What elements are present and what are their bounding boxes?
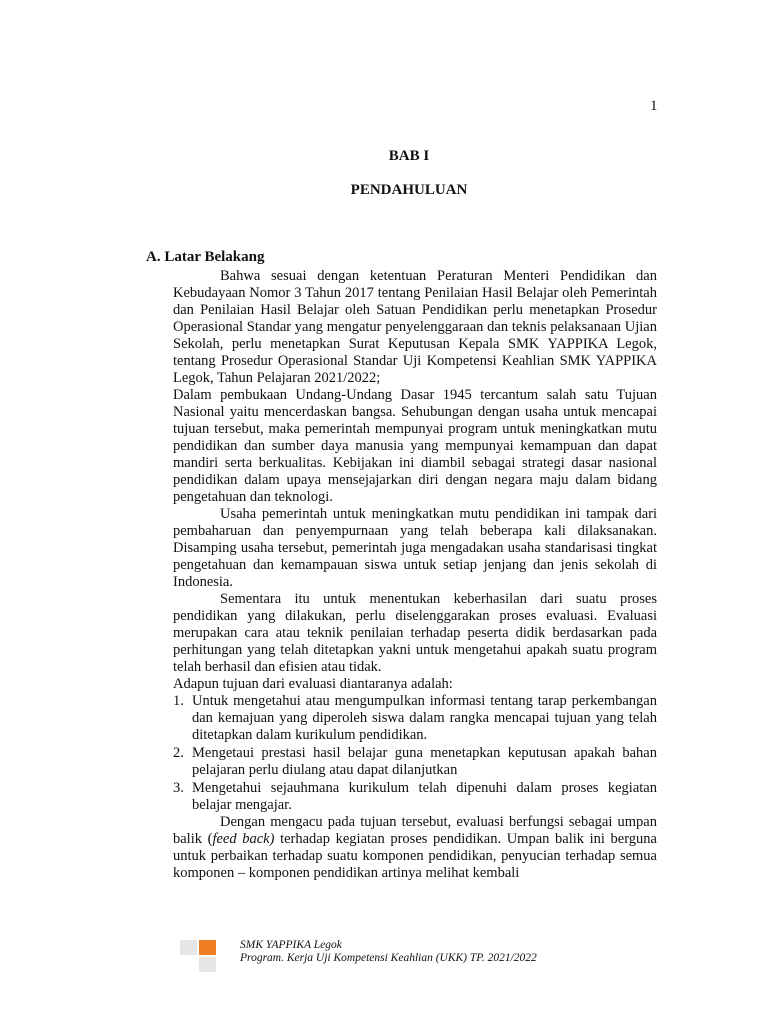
paragraph: Dalam pembukaan Undang-Undang Dasar 1945 tercantum salah satu Tujuan Nasional yaitu mencerdaskan bangsa. Sehubungan dengan usaha untuk mencapai tujuan tersebut, maka pemerintah mempunyai program untuk meningkatkan mutu pendidikan dan sumber daya manusia yang mempunyai kemampuan dan dapat mandiri serta berkualitas. Kebijakan ini diambil sebagai strategi dasar nasional pendidikan dalam upaya mensejajarkan diri dengan negara maju dalam bidang pengetahuan dan teknologi. <box>173 387 657 505</box>
list-text: Mengetahui sejauhmana kurikulum telah dipenuhi dalam proses kegiatan belajar mengajar. <box>192 780 657 813</box>
list-text: Mengetaui prestasi hasil belajar guna menetapkan keputusan apakah bahan pelajaran perlu diulang atau dapat dilanjutkan <box>192 745 657 778</box>
footer-square-icon <box>199 940 216 955</box>
chapter-number: BAB I <box>388 148 430 164</box>
section-heading: A. Latar Belakang <box>146 249 265 265</box>
paragraph-text: terhadap kegiatan proses pendidikan. Umpan balik ini berguna untuk perbaikan terhadap suatu komponen pendidikan, penyucian terhadap semua komponen – komponen pendidikan artinya melihat kembali <box>173 831 657 881</box>
paragraph: Adapun tujuan dari evaluasi diantaranya adalah: <box>173 676 453 692</box>
list-text: Untuk mengetahui atau mengumpulkan informasi tentang tarap perkembangan dan kemajuan yang diperoleh siswa dalam rangka mencapai tujuan yang telah ditetapkan dalam kurikulum pendidikan. <box>192 693 657 743</box>
chapter-title: PENDAHULUAN <box>350 182 468 198</box>
footer-square-icon <box>180 940 197 955</box>
italic-term: feed back) <box>212 831 275 847</box>
page-number: 1 <box>650 98 658 114</box>
footer-text <box>240 939 537 965</box>
paragraph: Sementara itu untuk menentukan keberhasilan dari suatu proses pendidikan yang dilakukan, perlu diselenggarakan proses evaluasi. Evaluasi merupakan cara atau teknik penilaian terhadap peserta didik berdasarkan pada perhitungan yang telah ditetapkan yakni untuk mengetahui apakah suatu program telah berhasil dan efisien atau tidak. <box>173 591 657 675</box>
list-item <box>173 745 657 779</box>
list-number: 2. <box>173 745 184 761</box>
list-number: 3. <box>173 780 184 796</box>
list-item <box>173 693 657 744</box>
list-number: 1. <box>173 693 184 709</box>
paragraph <box>173 814 657 882</box>
footer-program-name: Program. Kerja Uji Kompetensi Keahlian (UKK) TP. 2021/2022 <box>240 952 537 964</box>
paragraph: Usaha pemerintah untuk meningkatkan mutu pendidikan ini tampak dari pembaharuan dan penyempurnaan yang telah beberapa kali dilaksanakan. Disamping usaha tersebut, pemerintah juga mengadakan usaha standarisasi tingkat pengetahuan dan kemampauan siswa untuk setiap jenjang dan jenis sekolah di Indonesia. <box>173 506 657 590</box>
objectives-list <box>173 693 657 814</box>
document-body <box>173 268 657 882</box>
list-item <box>173 780 657 814</box>
paragraph: Bahwa sesuai dengan ketentuan Peraturan Menteri Pendidikan dan Kebudayaan Nomor 3 Tahun 2017 tentang Penilaian Hasil Belajar oleh Pemerintah dan Penilaian Hasil Belajar oleh Satuan Pendidikan perlu menetapkan Prosedur Operasional Standar yang mengatur penyelenggaraan dan teknis pelaksanaan Ujian Sekolah, perlu menetapkan Surat Keputusan Kepala SMK YAPPIKA Legok, tentang Prosedur Operasional Standar Uji Kompetensi Keahlian SMK YAPPIKA Legok, Tahun Pelajaran 2021/2022; <box>173 268 657 386</box>
paragraph-text: Dengan mengacu pada tujuan tersebut, evaluasi berfungsi sebagai umpan balik ( <box>173 814 657 847</box>
footer-school-name: SMK YAPPIKA Legok <box>240 939 342 951</box>
footer-square-icon <box>199 957 216 972</box>
